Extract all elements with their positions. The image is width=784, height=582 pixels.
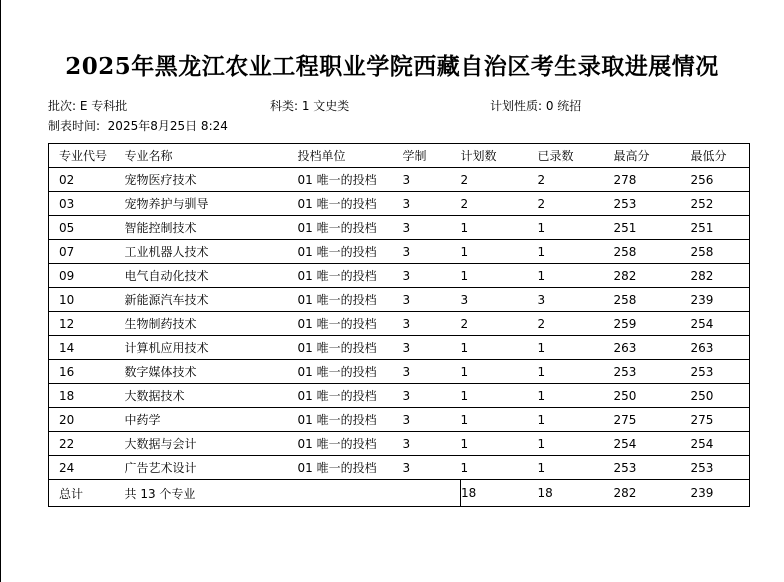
cell-unit: 01 唯一的投档 (298, 288, 403, 312)
cell-unit: 01 唯一的投档 (298, 264, 403, 288)
made-time-label: 制表时间: 2025年8月25日 8:24 (48, 119, 228, 133)
total-label: 总计 (49, 480, 125, 507)
cell-major-name: 大数据技术 (125, 384, 298, 408)
cell-duration: 3 (403, 432, 461, 456)
cell-admitted: 1 (538, 408, 614, 432)
cell-unit: 01 唯一的投档 (298, 312, 403, 336)
cell-duration: 3 (403, 384, 461, 408)
cell-unit: 01 唯一的投档 (298, 336, 403, 360)
cell-admitted: 2 (538, 192, 614, 216)
cell-plan: 1 (461, 432, 538, 456)
cell-plan: 1 (461, 264, 538, 288)
cell-highest: 253 (614, 360, 691, 384)
cell-plan: 1 (461, 336, 538, 360)
cell-plan: 1 (461, 216, 538, 240)
cell-duration: 3 (403, 216, 461, 240)
table-row (49, 360, 750, 384)
cell-lowest: 258 (691, 240, 750, 264)
total-row (49, 480, 750, 507)
cell-major-name: 宠物养护与驯导 (125, 192, 298, 216)
table-row (49, 336, 750, 360)
cell-major-code: 05 (49, 216, 125, 240)
cell-admitted: 1 (538, 240, 614, 264)
admission-table (48, 143, 750, 507)
header-admitted: 已录数 (538, 144, 614, 168)
cell-duration: 3 (403, 264, 461, 288)
total-highest: 282 (614, 480, 691, 507)
cell-major-code: 16 (49, 360, 125, 384)
cell-plan: 3 (461, 288, 538, 312)
cell-highest: 253 (614, 456, 691, 480)
cell-unit: 01 唯一的投档 (298, 168, 403, 192)
cell-admitted: 1 (538, 456, 614, 480)
cell-duration: 3 (403, 192, 461, 216)
cell-major-name: 广告艺术设计 (125, 456, 298, 480)
cell-major-code: 03 (49, 192, 125, 216)
header-plan: 计划数 (461, 144, 538, 168)
cell-duration: 3 (403, 240, 461, 264)
table-row (49, 168, 750, 192)
cell-admitted: 2 (538, 312, 614, 336)
table-row (49, 312, 750, 336)
table-row (49, 456, 750, 480)
cell-lowest: 253 (691, 360, 750, 384)
cell-unit: 01 唯一的投档 (298, 408, 403, 432)
page-title: 2025年黑龙江农业工程职业学院西藏自治区考生录取进展情况 (65, 53, 719, 80)
cell-plan: 1 (461, 408, 538, 432)
table-row (49, 264, 750, 288)
cell-highest: 278 (614, 168, 691, 192)
cell-duration: 3 (403, 312, 461, 336)
cell-lowest: 253 (691, 456, 750, 480)
cell-major-name: 新能源汽车技术 (125, 288, 298, 312)
cell-duration: 3 (403, 360, 461, 384)
cell-highest: 251 (614, 216, 691, 240)
cell-plan: 1 (461, 456, 538, 480)
cell-admitted: 1 (538, 336, 614, 360)
total-admitted: 18 (538, 480, 614, 507)
header-duration: 学制 (403, 144, 461, 168)
total-empty (403, 480, 461, 507)
cell-major-name: 生物制药技术 (125, 312, 298, 336)
cell-plan: 2 (461, 168, 538, 192)
table-header-row (49, 144, 750, 168)
left-border-line (0, 0, 1, 582)
cell-unit: 01 唯一的投档 (298, 216, 403, 240)
total-empty (298, 480, 403, 507)
table-row (49, 192, 750, 216)
header-highest: 最高分 (614, 144, 691, 168)
cell-major-name: 宠物医疗技术 (125, 168, 298, 192)
cell-lowest: 256 (691, 168, 750, 192)
cell-major-name: 大数据与会计 (125, 432, 298, 456)
cell-major-name: 电气自动化技术 (125, 264, 298, 288)
cell-plan: 1 (461, 384, 538, 408)
cell-major-code: 14 (49, 336, 125, 360)
header-unit: 投档单位 (298, 144, 403, 168)
header-lowest: 最低分 (691, 144, 750, 168)
cell-major-name: 计算机应用技术 (125, 336, 298, 360)
cell-highest: 250 (614, 384, 691, 408)
total-plan: 18 (461, 480, 538, 507)
table-row (49, 240, 750, 264)
cell-highest: 253 (614, 192, 691, 216)
cell-unit: 01 唯一的投档 (298, 192, 403, 216)
cell-duration: 3 (403, 456, 461, 480)
cell-admitted: 2 (538, 168, 614, 192)
cell-unit: 01 唯一的投档 (298, 432, 403, 456)
cell-lowest: 282 (691, 264, 750, 288)
cell-major-name: 中药学 (125, 408, 298, 432)
cell-highest: 275 (614, 408, 691, 432)
cell-duration: 3 (403, 336, 461, 360)
cell-admitted: 1 (538, 384, 614, 408)
category-label: 科类: 1 文史类 (270, 99, 350, 113)
header-major-name: 专业名称 (125, 144, 298, 168)
cell-major-code: 09 (49, 264, 125, 288)
cell-admitted: 1 (538, 216, 614, 240)
cell-unit: 01 唯一的投档 (298, 456, 403, 480)
cell-major-code: 24 (49, 456, 125, 480)
cell-duration: 3 (403, 288, 461, 312)
cell-major-code: 07 (49, 240, 125, 264)
cell-lowest: 263 (691, 336, 750, 360)
table-row (49, 216, 750, 240)
table-row (49, 384, 750, 408)
cell-major-code: 22 (49, 432, 125, 456)
table-row (49, 288, 750, 312)
cell-highest: 259 (614, 312, 691, 336)
cell-major-name: 工业机器人技术 (125, 240, 298, 264)
cell-major-code: 20 (49, 408, 125, 432)
cell-unit: 01 唯一的投档 (298, 240, 403, 264)
cell-admitted: 1 (538, 360, 614, 384)
cell-lowest: 275 (691, 408, 750, 432)
table-row (49, 408, 750, 432)
cell-admitted: 1 (538, 264, 614, 288)
cell-lowest: 254 (691, 432, 750, 456)
plan-type-label: 计划性质: 0 统招 (490, 99, 582, 113)
cell-highest: 258 (614, 288, 691, 312)
cell-plan: 1 (461, 360, 538, 384)
batch-label: 批次: E 专科批 (48, 99, 128, 113)
cell-duration: 3 (403, 168, 461, 192)
cell-major-code: 18 (49, 384, 125, 408)
cell-unit: 01 唯一的投档 (298, 360, 403, 384)
cell-plan: 2 (461, 312, 538, 336)
table-row (49, 432, 750, 456)
cell-highest: 282 (614, 264, 691, 288)
cell-major-code: 10 (49, 288, 125, 312)
cell-unit: 01 唯一的投档 (298, 384, 403, 408)
cell-highest: 263 (614, 336, 691, 360)
cell-major-code: 12 (49, 312, 125, 336)
cell-major-code: 02 (49, 168, 125, 192)
header-major-code: 专业代号 (49, 144, 125, 168)
cell-major-name: 智能控制技术 (125, 216, 298, 240)
total-lowest: 239 (691, 480, 750, 507)
total-count: 共 13 个专业 (125, 480, 298, 507)
cell-lowest: 250 (691, 384, 750, 408)
cell-lowest: 254 (691, 312, 750, 336)
cell-lowest: 251 (691, 216, 750, 240)
cell-admitted: 1 (538, 432, 614, 456)
cell-highest: 254 (614, 432, 691, 456)
cell-duration: 3 (403, 408, 461, 432)
cell-lowest: 252 (691, 192, 750, 216)
cell-plan: 2 (461, 192, 538, 216)
cell-plan: 1 (461, 240, 538, 264)
cell-major-name: 数字媒体技术 (125, 360, 298, 384)
cell-highest: 258 (614, 240, 691, 264)
cell-admitted: 3 (538, 288, 614, 312)
cell-lowest: 239 (691, 288, 750, 312)
